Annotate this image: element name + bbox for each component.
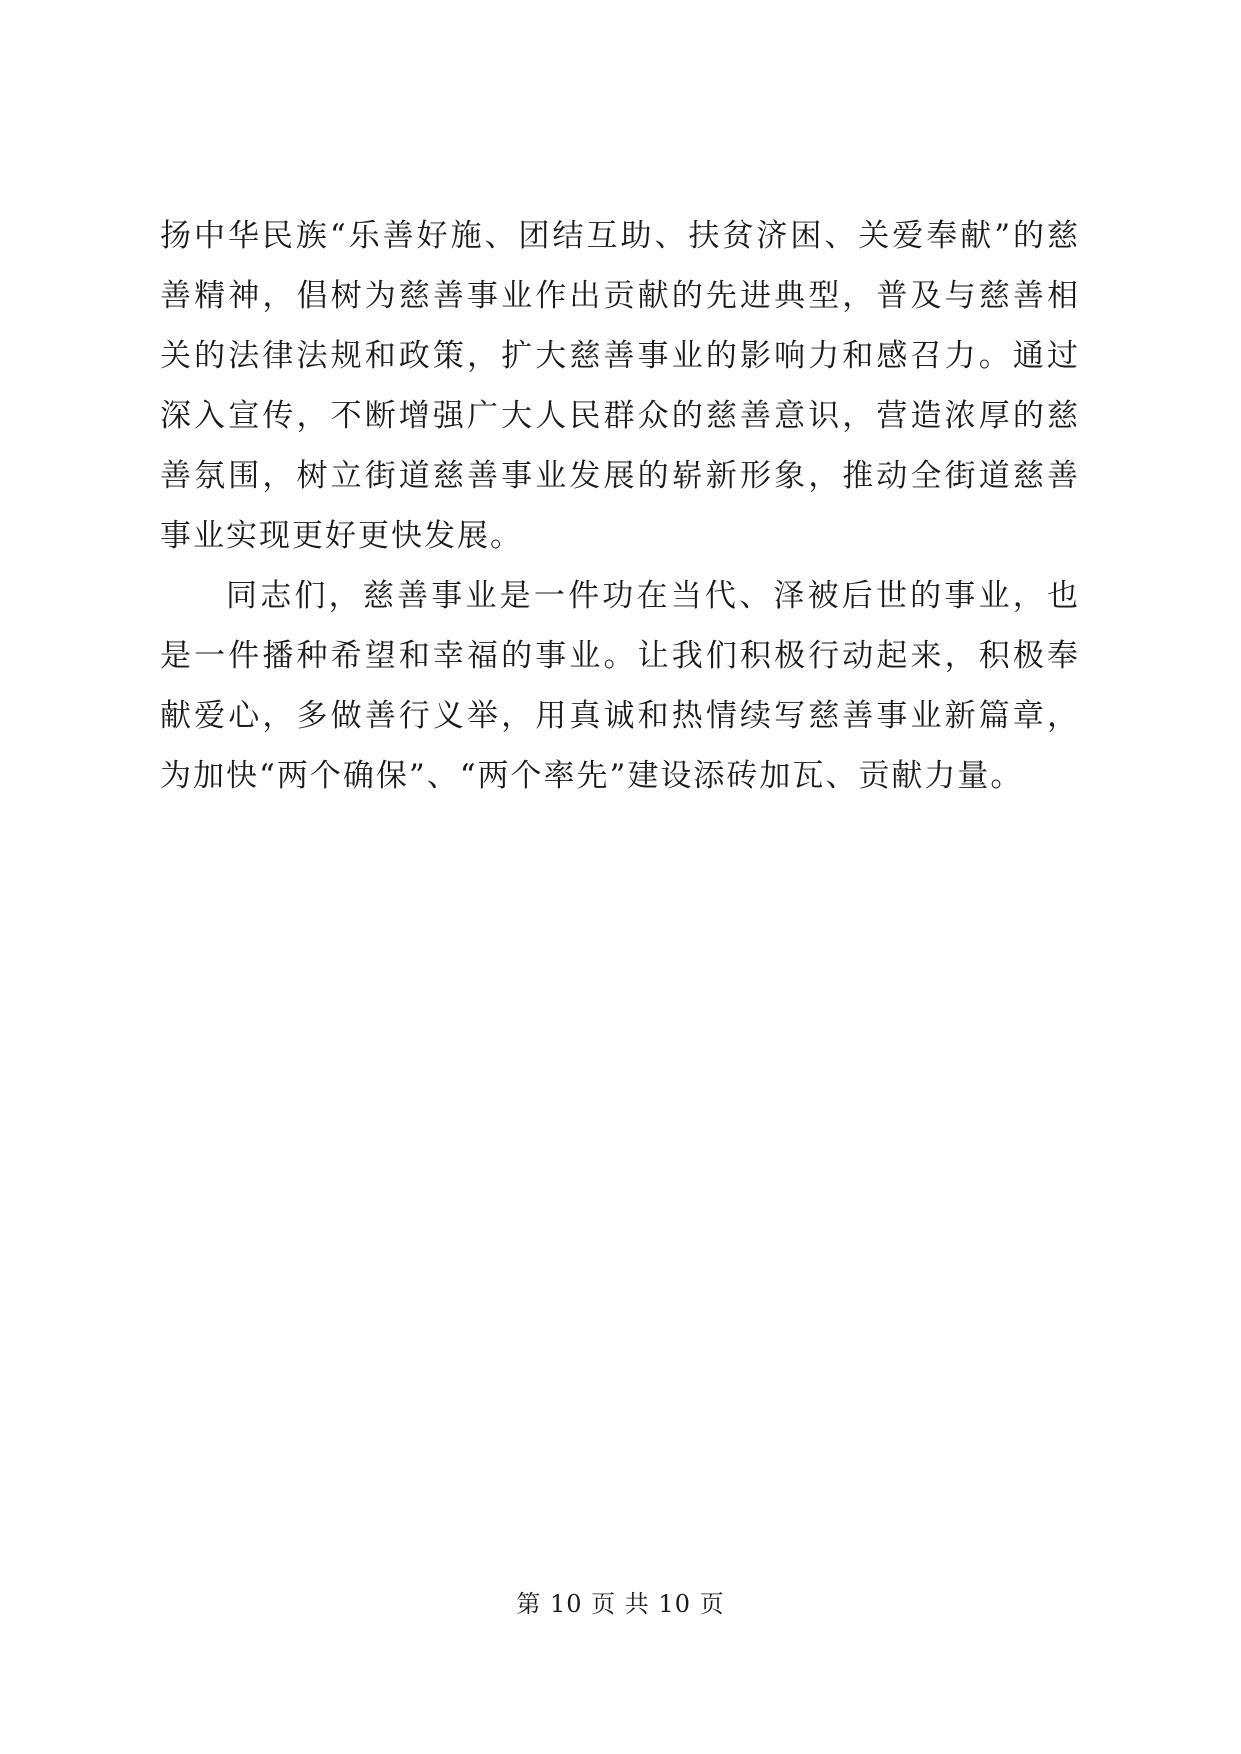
paragraph-continuation: 扬中华民族“乐善好施、团结互助、扶贫济困、关爱奉献”的慈善精神，倡树为慈善事业作出贡献的先进典型，普及与慈善相关的法律法规和政策，扩大慈善事业的影响力和感召力。通过深入宣传，不断增强广大人民群众的慈善意识，营造浓厚的慈善氛围，树立街道慈善事业发展的崭新形象，推动全街道慈善事业实现更好更快发展。 (160, 218, 1080, 554)
page-number-footer: 第 10 页 共 10 页 (516, 1590, 725, 1618)
body-text (160, 206, 1080, 806)
paragraph-closing: 同志们，慈善事业是一件功在当代、泽被后世的事业，也是一件播种希望和幸福的事业。让我们积极行动起来，积极奉献爱心，多做善行义举，用真诚和热情续写慈善事业新篇章，为加快“两个确保”、“两个率先”建设添砖加瓦、贡献力量。 (160, 578, 1080, 794)
